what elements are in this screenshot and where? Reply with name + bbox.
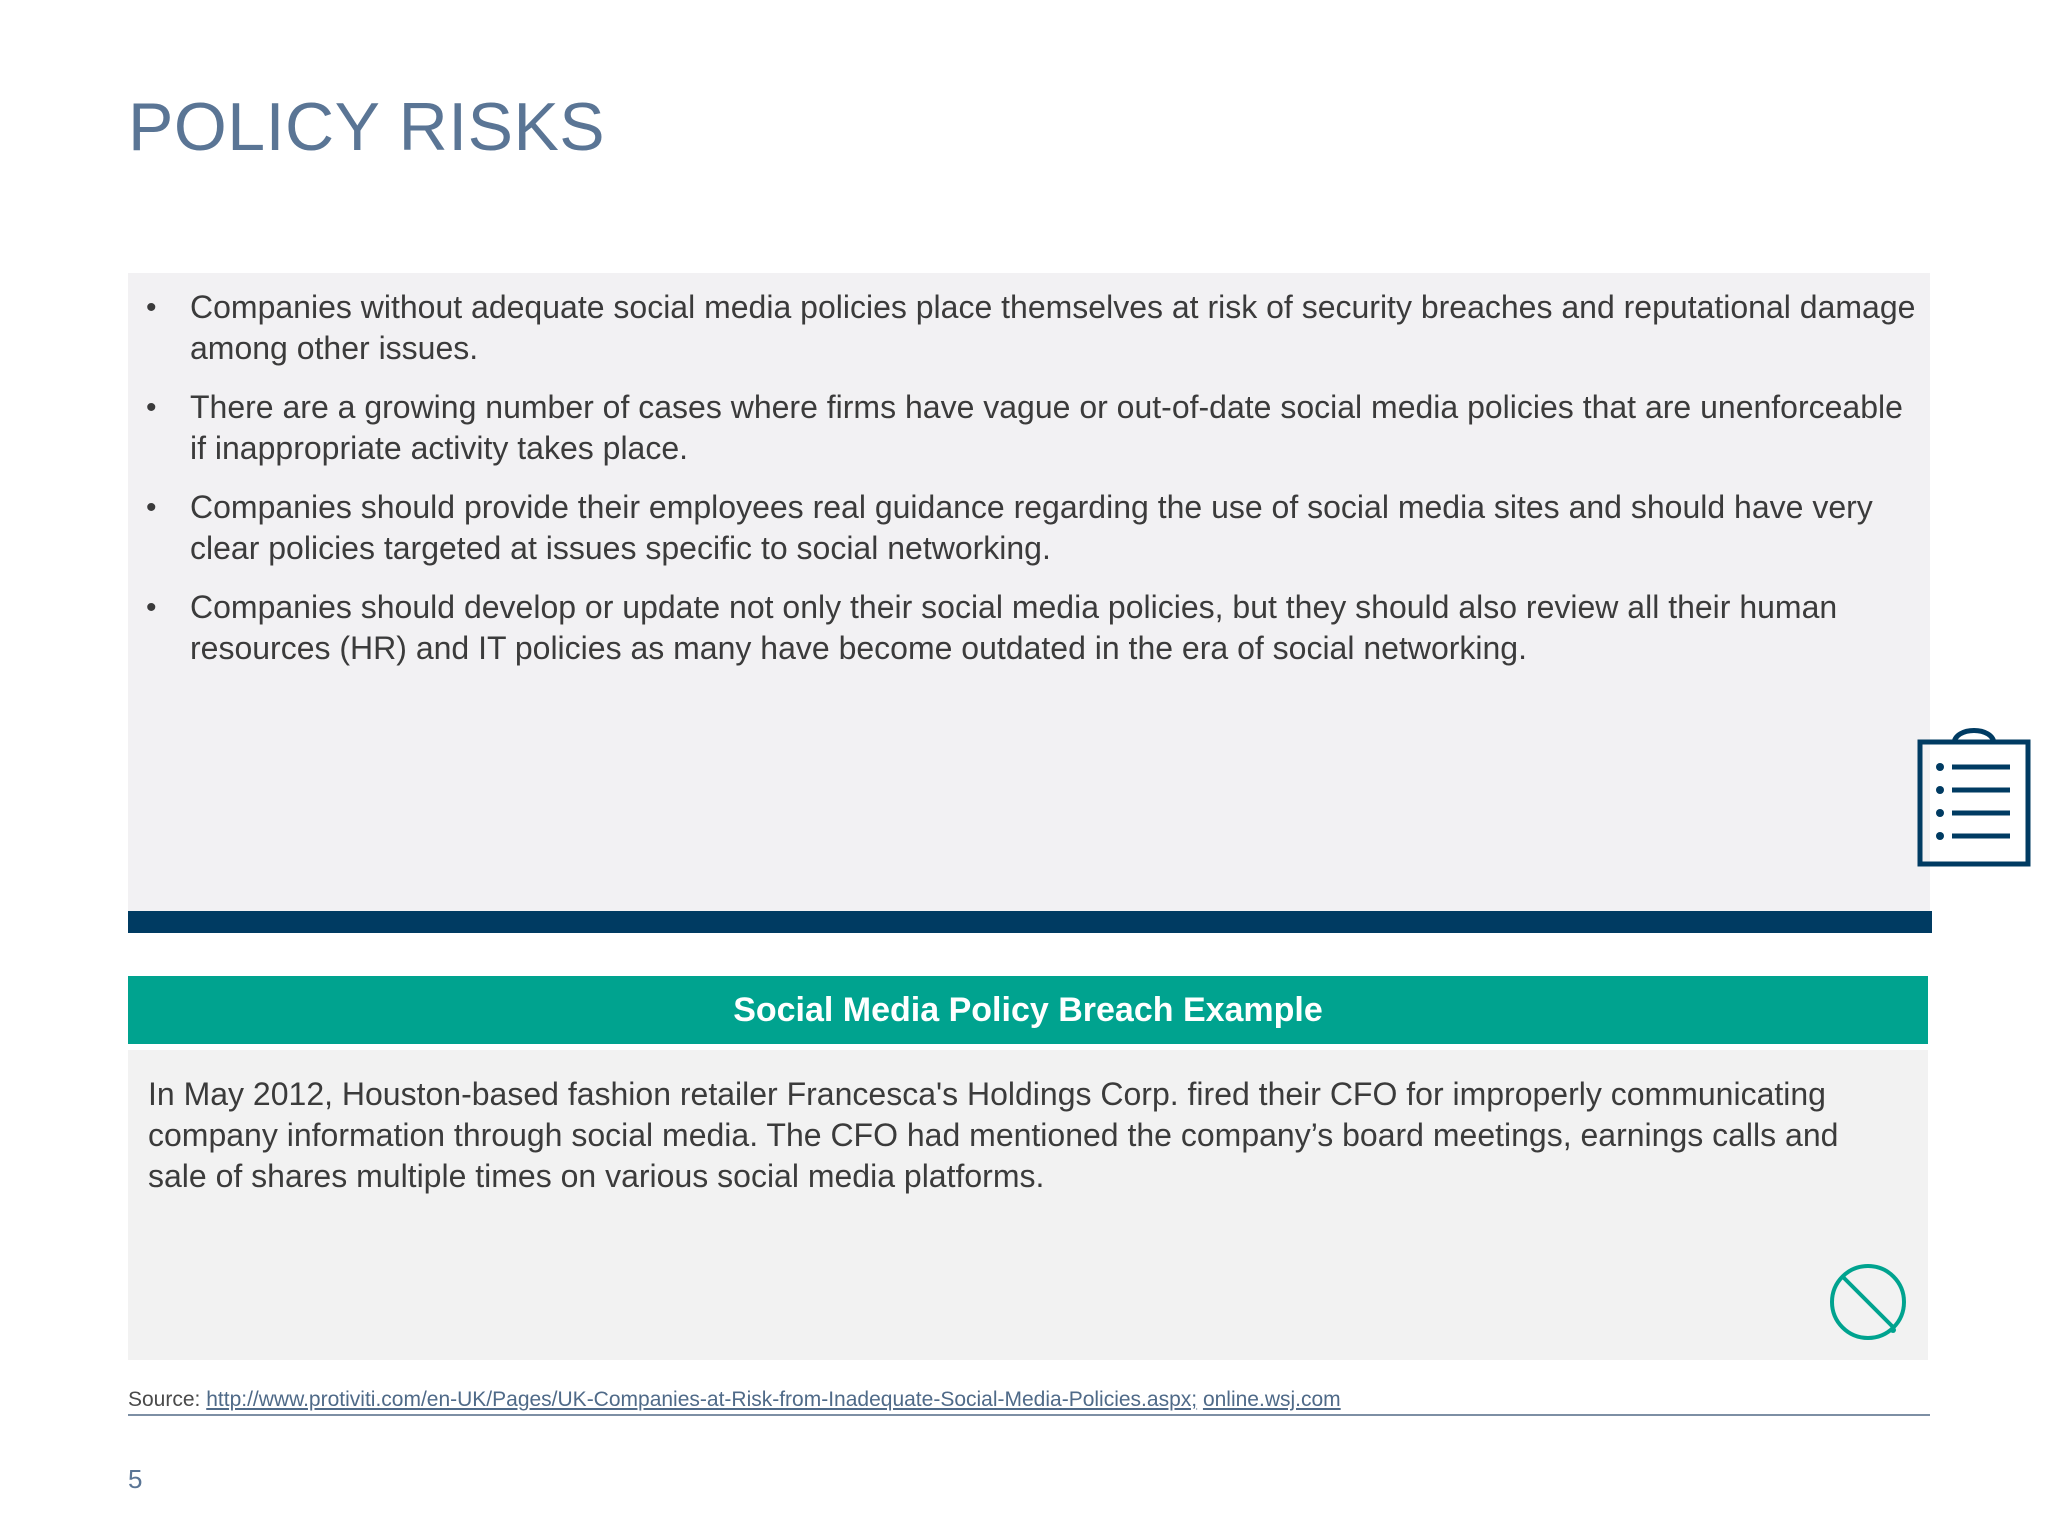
source-link-wsj[interactable]: online.wsj.com (1202, 1388, 1341, 1411)
page-number: 5 (128, 1464, 143, 1494)
bullet-item: • Companies without adequate social media policies place themselves at risk of security breaches and reputational damage among other issues. (146, 287, 1921, 369)
policy-risks-panel (128, 273, 1930, 913)
example-header: Social Media Policy Breach Example (128, 976, 1928, 1044)
bullet-list (146, 287, 1921, 687)
clipboard-list-icon (1916, 720, 2034, 870)
example-text: In May 2012, Houston-based fashion retailer Francesca's Holdings Corp. fired their CFO for improperly communicating company information through social media. The CFO had mentioned the company’s board meetings, earnings calls and sale of shares multiple times on various social media platforms. (148, 1076, 1839, 1194)
source-link-protiviti[interactable]: http://www.protiviti.com/en-UK/Pages/UK-Companies-at-Risk-from-Inadequate-Social-Media-Policies.aspx; (206, 1388, 1198, 1411)
bullet-item: • Companies should provide their employees real guidance regarding the use of social media sites and should have very clear policies targeted at issues specific to social networking. (146, 487, 1921, 569)
bullet-item: • Companies should develop or update not only their social media policies, but they should also review all their human resources (HR) and IT policies as many have become outdated in the era of social networking. (146, 587, 1921, 669)
source-label: Source: (128, 1388, 201, 1411)
example-panel (128, 1050, 1928, 1360)
source-line (128, 1388, 1930, 1414)
slide-title: POLICY RISKS (128, 89, 606, 165)
prohibited-icon (1828, 1262, 1908, 1342)
section-divider-bar (128, 911, 1932, 933)
bullet-item: • There are a growing number of cases where firms have vague or out-of-date social media policies that are unenforceable if inappropriate activity takes place. (146, 387, 1921, 469)
source-divider (128, 1414, 1930, 1416)
